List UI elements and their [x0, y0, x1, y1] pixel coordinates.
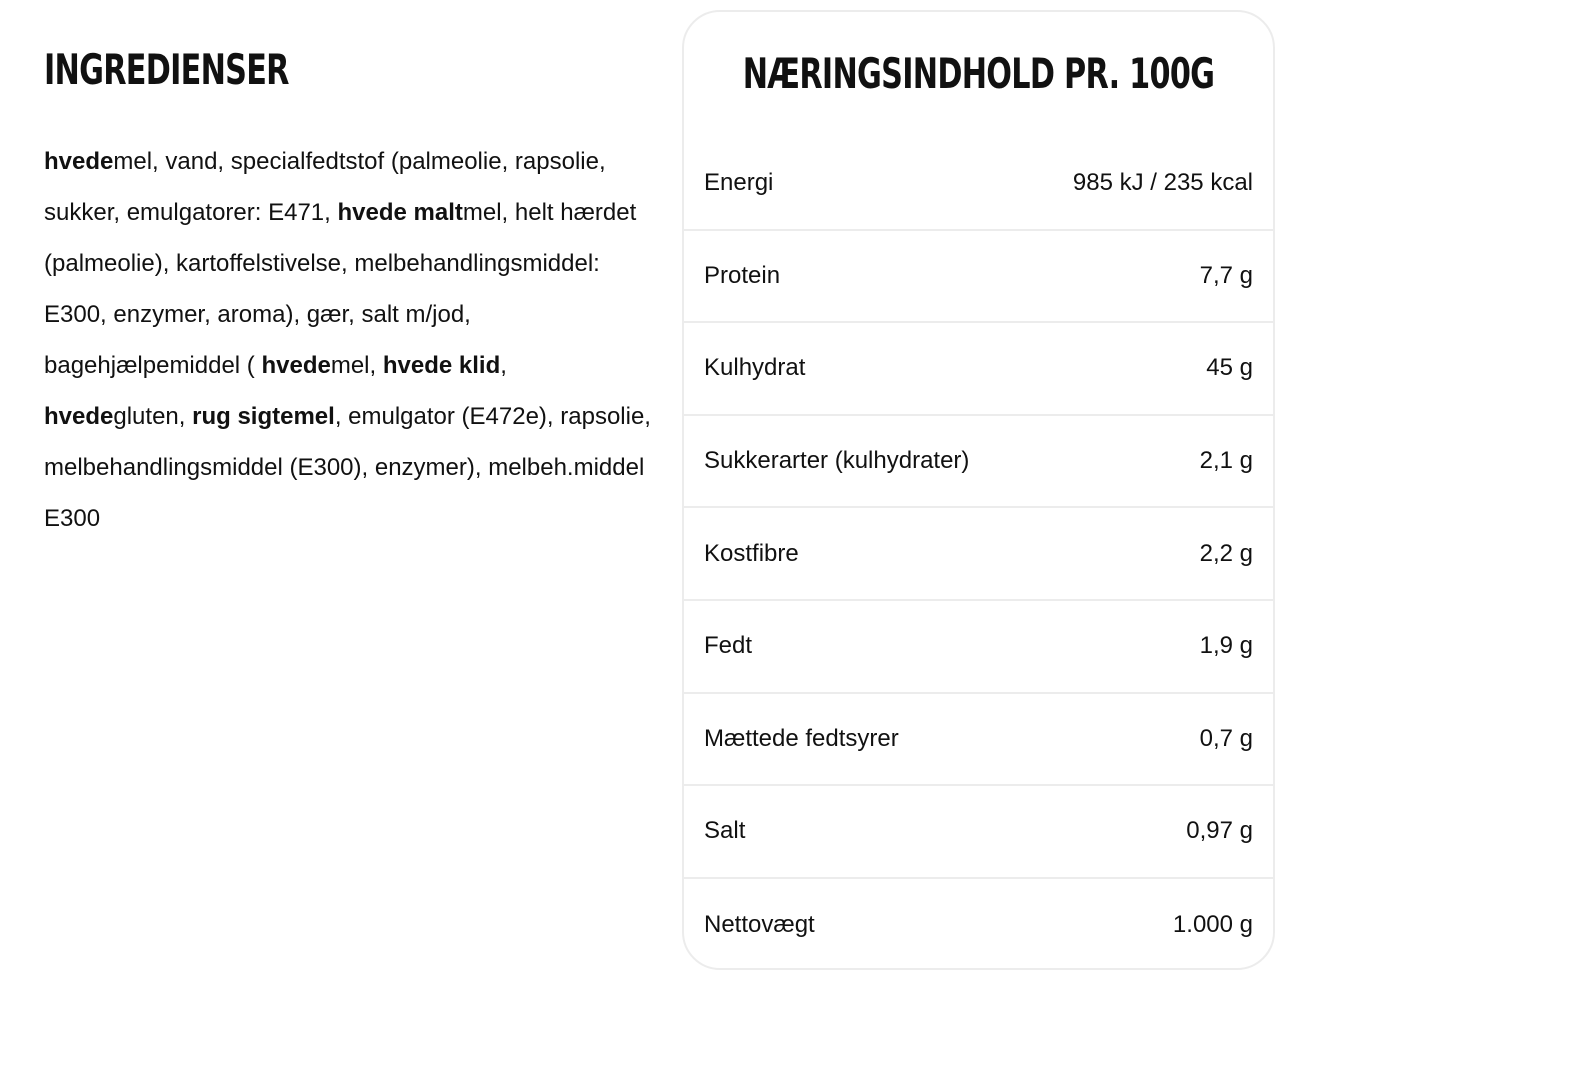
nutrition-row-salt: [684, 786, 1273, 879]
nutrition-value: 985 kJ / 235 kcal: [1072, 169, 1253, 197]
nutrition-row-sukkerarter: [684, 416, 1273, 509]
nutrition-row-maettede-fedtsyrer: [684, 694, 1273, 787]
ingredients-title: INGREDIENSER: [44, 45, 289, 94]
ingredient-segment: ,: [500, 352, 507, 379]
nutrition-value: 7,7 g: [1199, 261, 1253, 289]
ingredient-segment: hvede: [44, 148, 114, 175]
nutrition-label: Fedt: [704, 632, 753, 660]
nutrition-row-protein: [684, 231, 1273, 324]
nutrition-row-energi: [684, 138, 1273, 231]
nutrition-label: Mættede fedtsyrer: [704, 724, 899, 752]
ingredient-segment: mel, helt hærdet (palmeolie), kartoffelstivelse, melbehandlingsmiddel: E300, enzymer, aroma), gær, salt m/jod, bagehjælpemiddel (: [44, 199, 637, 379]
nutrition-label: Sukkerarter (kulhydrater): [704, 447, 970, 475]
ingredient-segment: hvede: [44, 403, 114, 430]
nutrition-value: 0,97 g: [1186, 817, 1253, 845]
nutrition-label: Kulhydrat: [704, 354, 806, 382]
nutrition-value: 1,9 g: [1199, 632, 1253, 660]
ingredient-segment: mel,: [330, 352, 383, 379]
ingredients-text: [44, 136, 654, 544]
nutrition-row-kulhydrat: [684, 323, 1273, 416]
nutrition-label: Protein: [704, 261, 781, 289]
ingredient-segment: , emulgator (E472e), rapsolie, melbehandlingsmiddel (E300), enzymer), melbeh.middel E300: [44, 403, 651, 532]
ingredient-segment: hvede: [261, 352, 331, 379]
ingredient-segment: mel, vand, specialfedtstof (palmeolie, rapsolie, sukker, emulgatorer: E471,: [44, 148, 606, 226]
nutrition-row-fedt: [684, 601, 1273, 694]
nutrition-label: Nettovægt: [704, 911, 815, 939]
ingredient-segment: rug sigtemel: [192, 403, 335, 430]
nutrition-label: Salt: [704, 817, 746, 845]
nutrition-value: 0,7 g: [1199, 724, 1253, 752]
ingredients-section: [44, 40, 664, 544]
nutrition-table: [682, 10, 1275, 970]
ingredient-segment: hvede malt: [337, 199, 463, 226]
nutrition-title: NÆRINGSINDHOLD PR. 100G: [742, 49, 1215, 98]
nutrition-row-kostfibre: [684, 508, 1273, 601]
nutrition-label: Kostfibre: [704, 539, 799, 567]
nutrition-label: Energi: [704, 169, 774, 197]
ingredient-segment: hvede klid: [382, 352, 501, 379]
nutrition-value: 45 g: [1206, 354, 1253, 382]
ingredient-segment: gluten,: [113, 403, 193, 430]
nutrition-value: 2,2 g: [1199, 539, 1253, 567]
nutrition-row-nettovaegt: [684, 879, 1273, 970]
nutrition-header: [684, 12, 1273, 138]
nutrition-value: 1.000 g: [1172, 911, 1253, 939]
nutrition-value: 2,1 g: [1199, 447, 1253, 475]
